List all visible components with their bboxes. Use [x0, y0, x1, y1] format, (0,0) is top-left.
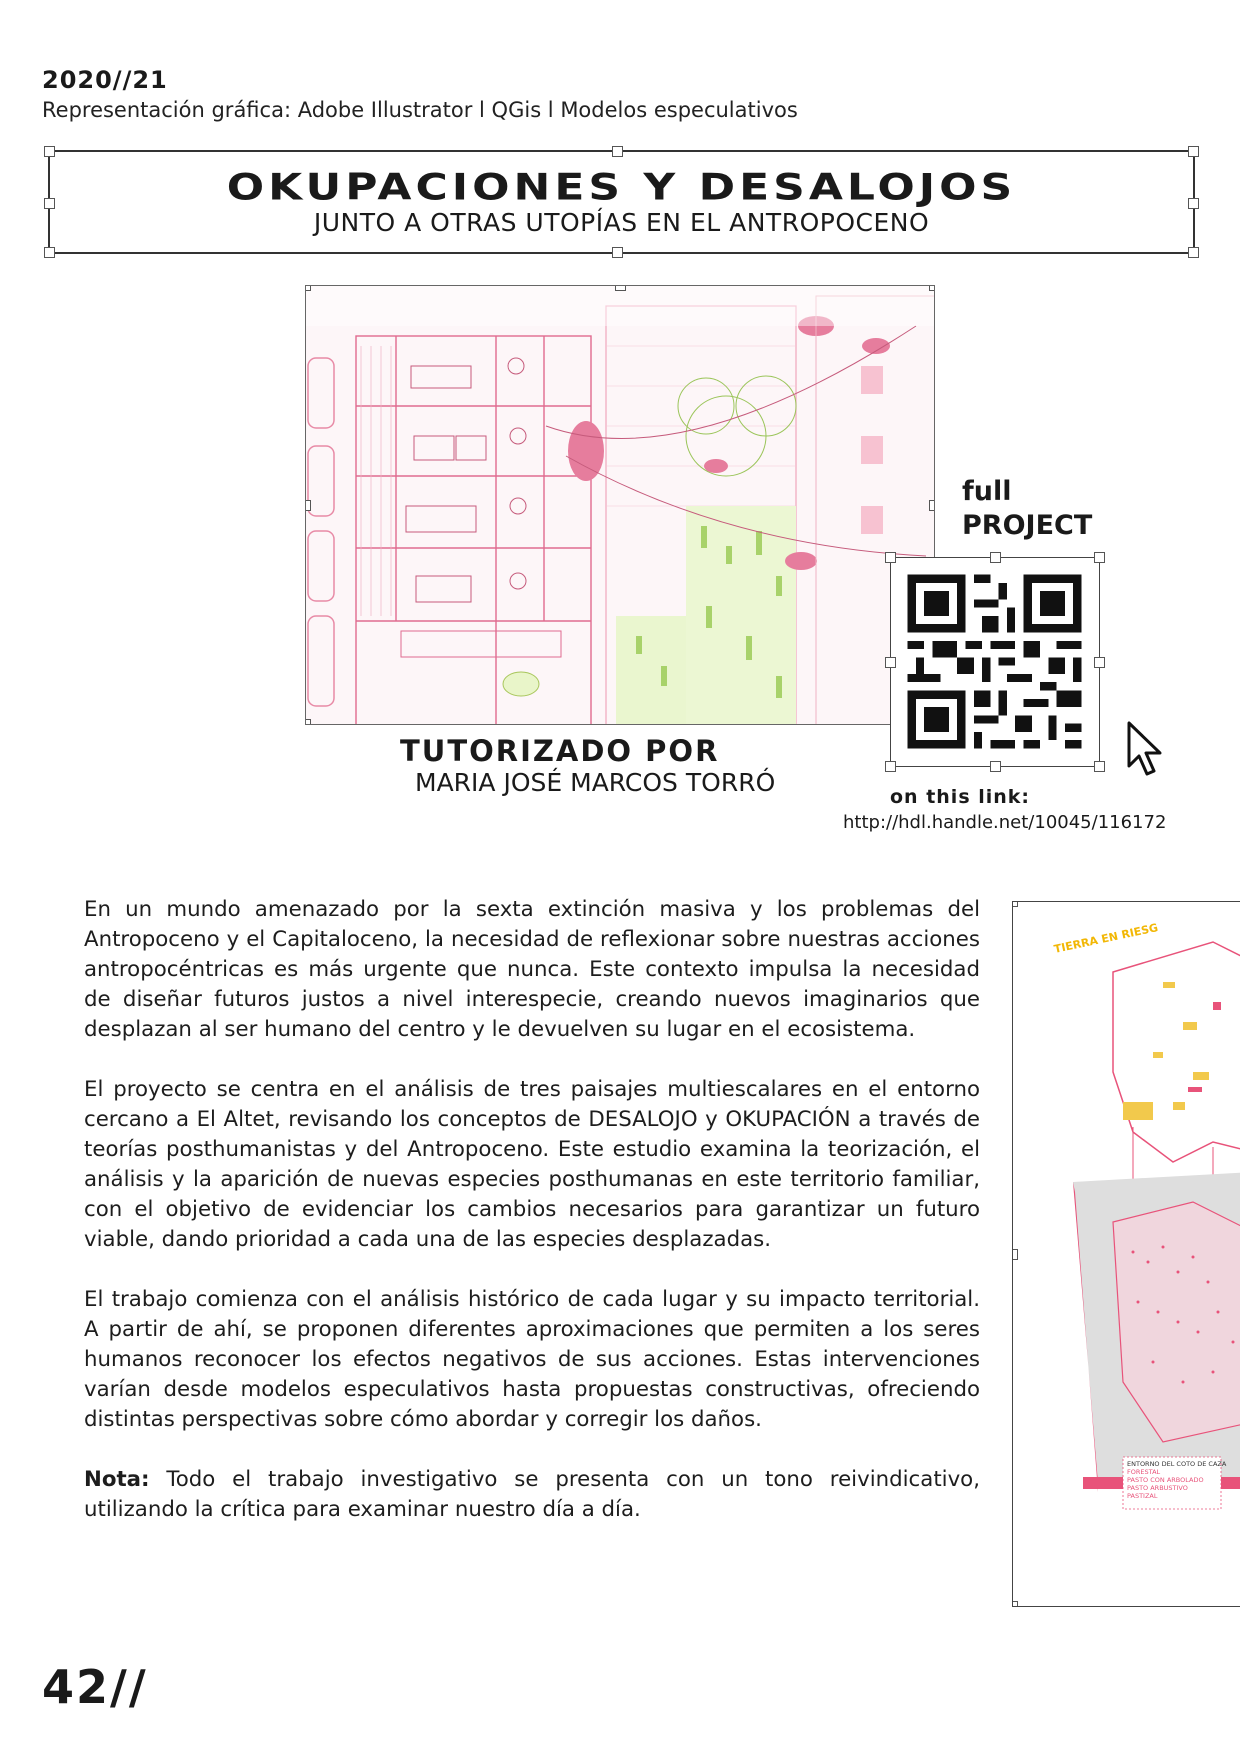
selection-handle: [990, 761, 1001, 772]
qr-code[interactable]: [890, 557, 1100, 767]
full-label-line2: PROJECT: [962, 510, 1093, 541]
selection-handle: [305, 500, 311, 511]
year-label: 2020//21: [42, 66, 168, 94]
selection-handle: [1012, 1249, 1018, 1260]
paragraph-intro: En un mundo amenazado por la sexta extinción masiva y los problemas del Antropoceno y el Capitaloceno, la necesidad de reflexionar sobre nuestras acciones antropocéntricas es más urgente que nunca. Este contexto impulsa la necesidad de diseñar futuros justos a nivel interespecie, creando nuevos imaginarios que desplazan al ser humano del centro y le devuelven su lugar en el ecosistema.: [84, 897, 980, 1042]
selection-handle: [1012, 901, 1018, 907]
selection-handle: [612, 247, 623, 258]
selection-handle: [885, 761, 896, 772]
selection-handle: [44, 146, 55, 157]
selection-handle: [1094, 657, 1105, 668]
title-subheading: JUNTO A OTRAS UTOPÍAS EN EL ANTROPOCENO: [313, 208, 930, 237]
body-text: [84, 895, 980, 1555]
legend-item: PASTO ARBUSTIVO: [1127, 1484, 1188, 1492]
building-section-drawing: [306, 286, 935, 725]
selection-handle: [44, 247, 55, 258]
full-label-line1: full: [962, 476, 1012, 507]
selection-handle: [1094, 761, 1105, 772]
selection-handle: [929, 500, 935, 511]
selection-handle: [1188, 146, 1199, 157]
note-text: Todo el trabajo investigativo se presenta con un tono reivindicativo, utilizando la crítica para examinar nuestro día a día.: [84, 1467, 980, 1522]
selection-handle: [1094, 552, 1105, 563]
map-panel: [1012, 901, 1240, 1607]
selection-handle: [885, 657, 896, 668]
selection-handle: [1188, 247, 1199, 258]
page-number: 42//: [42, 1660, 148, 1714]
selection-handle: [885, 552, 896, 563]
selection-handle: [929, 285, 935, 291]
main-title: OKUPACIONES Y DESALOJOS: [226, 166, 1017, 209]
selection-handle: [1012, 1601, 1018, 1607]
selection-handle: [305, 719, 311, 725]
paragraph-note: [84, 1465, 980, 1525]
link-label: on this link:: [890, 786, 1031, 808]
tutor-label: TUTORIZADO POR: [400, 734, 720, 768]
territory-map-drawing: [1013, 902, 1240, 1607]
tools-subtitle: Representación gráfica: Adobe Illustrator l QGis l Modelos especulativos: [42, 98, 798, 122]
full-project-label: [962, 475, 1092, 543]
pointer-cursor-icon: [1125, 720, 1167, 784]
project-url-link[interactable]: http://hdl.handle.net/10045/116172: [843, 812, 1167, 833]
legend-item: FORESTAL: [1127, 1468, 1161, 1476]
tutor-name: MARIA JOSÉ MARCOS TORRÓ: [415, 768, 776, 797]
legend-item: PASTO CON ARBOLADO: [1127, 1476, 1204, 1484]
note-label: Nota:: [84, 1467, 150, 1492]
legend-title: ENTORNO DEL COTO DE CAZA: [1127, 1460, 1227, 1468]
title-frame: [48, 150, 1195, 254]
paragraph-project: El proyecto se centra en el análisis de tres paisajes multiescalares en el entorno cercano a El Altet, revisando los conceptos de DESALOJO y OKUPACIÓN a través de teorías posthumanistas y del Antropoceno. Este estudio examina la teorización, el análisis y la aparición de nuevas especies posthumanas en este territorio familiar, con el objetivo de evidenciar los cambios necesarios para garantizar un futuro viable, dando prioridad a cada una de las especies desplazadas.: [84, 1077, 980, 1252]
selection-handle: [615, 285, 626, 291]
selection-handle: [305, 285, 311, 291]
map-legend: [1127, 1460, 1226, 1500]
paragraph-work: El trabajo comienza con el análisis histórico de cada lugar y su impacto territorial. A partir de ahí, se proponen diferentes aproximaciones que permiten a los seres humanos reconocer los efectos negativos de sus acciones. Estas intervenciones varían desde modelos especulativos hasta propuestas constructivas, ofreciendo distintas perspectivas sobre cómo abordar y corregir los daños.: [84, 1287, 980, 1432]
map-heading: TIERRA EN RIESG: [1052, 921, 1160, 956]
section-illustration: [305, 285, 935, 725]
selection-handle: [990, 552, 1001, 563]
qr-code-graphic: [891, 558, 1098, 765]
legend-item: PASTIZAL: [1127, 1492, 1158, 1500]
selection-handle: [612, 146, 623, 157]
